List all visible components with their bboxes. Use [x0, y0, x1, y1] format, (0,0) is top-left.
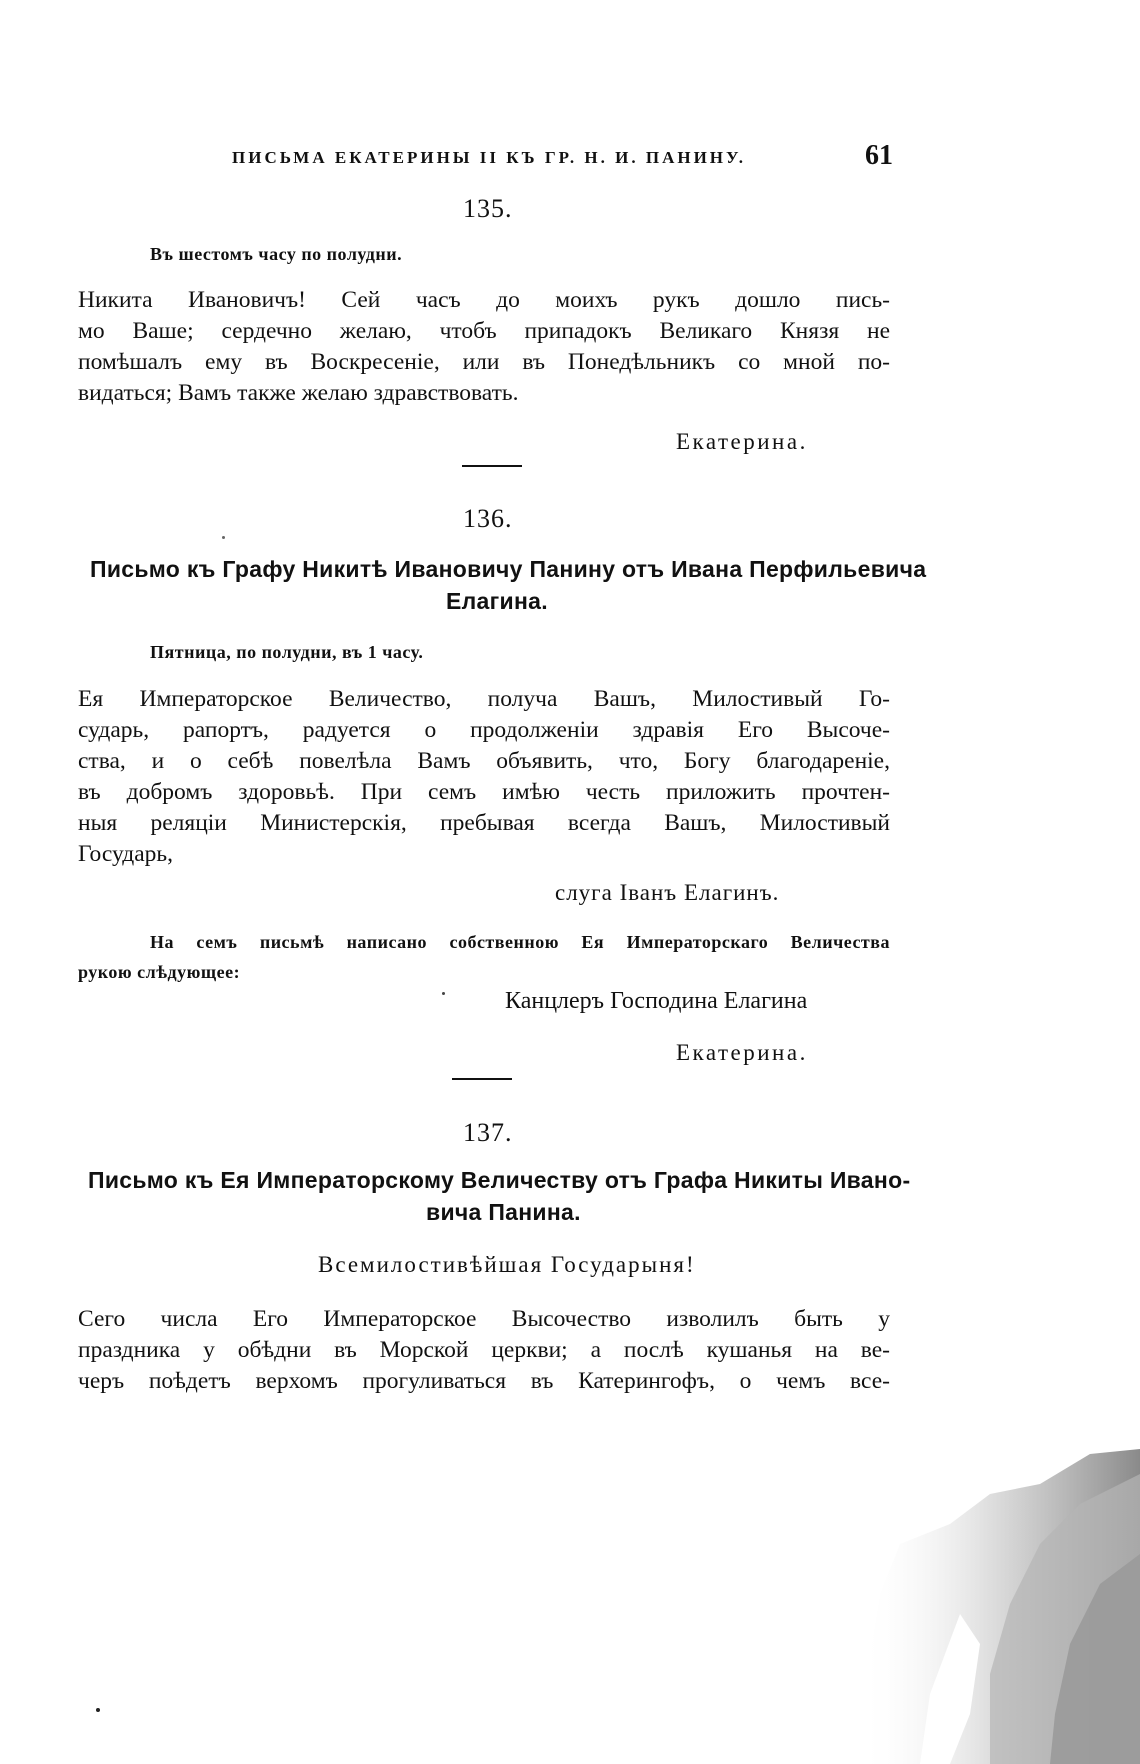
- letter-135-line-4: видаться; Вамъ также желаю здравствовать.: [78, 380, 519, 406]
- letter-135-number: 135.: [463, 194, 513, 223]
- letter-136-line-6: Государь,: [78, 841, 173, 867]
- letter-135-line-3: помѣшалъ ему въ Воскресеніе, или въ Понедѣльникъ со мной по-: [78, 349, 890, 375]
- letter-136-number: 136.: [463, 504, 513, 533]
- scan-shadow-artifact: [840, 1414, 1140, 1764]
- letter-137-heading-line-2: вича Панина.: [426, 1199, 581, 1225]
- letter-137-number: 137.: [463, 1118, 513, 1147]
- letter-136-line-5: ныя реляціи Министерскія, пребывая всегда Вашъ, Милостивый: [78, 810, 890, 836]
- letter-137-line-3: черъ поѣдетъ верхомъ прогуливаться въ Катерингофъ, о чемъ все-: [78, 1368, 890, 1394]
- divider-136-137: [452, 1078, 512, 1080]
- letter-136-note-line-1: На семъ письмѣ написано собственною Ея Императорскаго Величества: [150, 932, 890, 952]
- letter-136-heading-line-1: Письмо къ Графу Никитѣ Ивановичу Панину отъ Ивана Перфильевича: [90, 556, 927, 582]
- letter-136-resolution: Канцлеръ Господина Елагина: [505, 988, 808, 1014]
- stray-dot-3: [222, 536, 225, 539]
- stray-dot-1: [96, 1708, 100, 1712]
- divider-135-136: [462, 465, 522, 467]
- letter-136-line-1: Ея Императорское Величество, получа Вашъ, Милостивый Го-: [78, 686, 890, 712]
- letter-135-signature: Екатерина.: [676, 429, 808, 454]
- letter-136-line-3: ства, и о себѣ повелѣла Вамъ объявить, что, Богу благодареніе,: [78, 748, 890, 774]
- letter-136-line-4: въ добромъ здоровьѣ. При семъ имѣю честь приложить прочтен-: [78, 779, 890, 805]
- letter-137-heading-line-1: Письмо къ Ея Императорскому Величеству отъ Графа Никиты Ивано-: [88, 1167, 911, 1193]
- letter-137-line-2: праздника у обѣдни въ Морской церкви; а послѣ кушанья на ве-: [78, 1337, 890, 1363]
- letter-136-resolution-signature: Екатерина.: [676, 1040, 808, 1065]
- letter-137-salutation: Всемилостивѣйшая Государыня!: [318, 1252, 696, 1277]
- letter-136-signature: слуга Іванъ Елагинъ.: [555, 880, 780, 905]
- letter-136-heading-line-2: Елагина.: [446, 588, 548, 614]
- letter-135-line-2: мо Ваше; сердечно желаю, чтобъ припадокъ Великаго Князя не: [78, 318, 890, 344]
- letter-137-line-1: Сего числа Его Императорское Высочество изволилъ быть у: [78, 1306, 890, 1332]
- letter-135-dateline: Въ шестомъ часу по полудни.: [150, 244, 403, 264]
- letter-136-note-line-2: рукою слѣдующее:: [78, 962, 241, 982]
- running-title: ПИСЬМА ЕКАТЕРИНЫ II КЪ ГР. Н. И. ПАНИНУ.: [232, 148, 746, 167]
- letter-136-dateline: Пятница, по полудни, въ 1 часу.: [150, 642, 424, 662]
- page-number: 61: [865, 140, 893, 171]
- letter-136-line-2: сударь, рапортъ, радуется о продолженіи здравія Его Высоче-: [78, 717, 890, 743]
- stray-dot-2: [442, 992, 445, 995]
- letter-135-line-1: Никита Ивановичъ! Сей часъ до моихъ рукъ дошло пись-: [78, 287, 890, 313]
